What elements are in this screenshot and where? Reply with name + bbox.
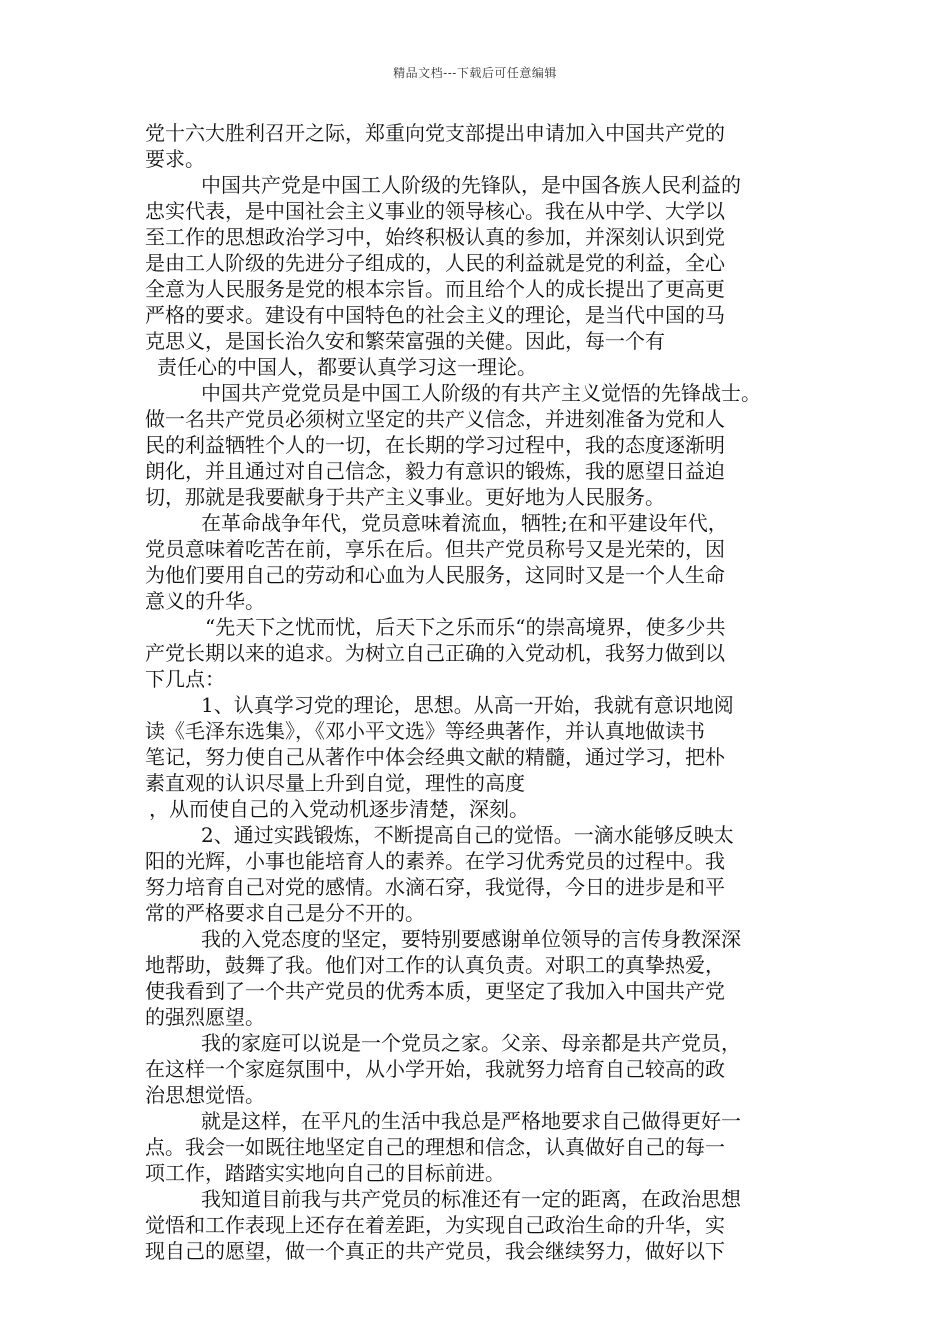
text-line: 下几点： <box>145 667 225 691</box>
text-line: 地帮助，鼓舞了我。他们对工作的认真负责。对职工的真挚热爱， <box>145 953 725 977</box>
text-line: “先天下之忧而忧，后天下之乐而乐“的崇高境界，使多少共 <box>205 615 726 639</box>
text-line: 要求。 <box>145 147 205 171</box>
text-line: 觉悟和工作表现上还存在着差距，为实现自己政治生命的升华，实 <box>145 1213 725 1237</box>
page-header: 精品文档---下载后可任意编辑 <box>393 66 557 80</box>
text-line: 我知道目前我与共产党员的标准还有一定的距离，在政治思想 <box>201 1187 741 1211</box>
text-line: 努力培育自己对党的感情。水滴石穿，我觉得，今日的进步是和平 <box>145 875 725 899</box>
text-line: 在革命战争年代，党员意味着流血，牺牲;在和平建设年代， <box>201 511 728 535</box>
text-line: 责任心的中国人，都要认真学习这一理论。 <box>157 355 537 379</box>
text-line: ，从而使自己的入党动机逐步清楚，深刻。 <box>149 797 529 821</box>
text-line: 切，那就是我要献身于共产主义事业。更好地为人民服务。 <box>145 485 665 509</box>
text-line: 常的严格要求自己是分不开的。 <box>145 901 425 925</box>
text-line: 中国共产党是中国工人阶级的先锋队，是中国各族人民利益的 <box>201 173 741 197</box>
text-line: 党员意味着吃苦在前，享乐在后。但共产党员称号又是光荣的，因 <box>145 537 725 561</box>
text-line: 项工作，踏踏实实地向自己的目标前进。 <box>145 1161 505 1185</box>
text-line: 是由工人阶级的先进分子组成的，人民的利益就是党的利益，全心 <box>145 251 725 275</box>
text-line: 2、通过实践锻炼，不断提高自己的觉悟。一滴水能够反映太 <box>201 823 734 847</box>
text-line: 读《毛泽东选集》，《邓小平文选》等经典著作，并认真地做读书 <box>145 719 705 743</box>
text-line: 1、认真学习党的理论，思想。从高一开始，我就有意识地阅 <box>201 693 734 717</box>
text-line: 党十六大胜利召开之际，郑重向党支部提出申请加入中国共产党的 <box>145 121 725 145</box>
text-line: 民的利益牺牲个人的一切，在长期的学习过程中，我的态度逐渐明 <box>145 433 725 457</box>
text-line: 意义的升华。 <box>145 589 265 613</box>
text-line: 我的家庭可以说是一个党员之家。父亲、母亲都是共产党员， <box>201 1031 741 1055</box>
text-line: 现自己的愿望，做一个真正的共产党员，我会继续努力，做好以下 <box>145 1239 725 1263</box>
text-line: 产党长期以来的追求。为树立自己正确的入党动机，我努力做到以 <box>145 641 725 665</box>
text-line: 做一名共产党员必须树立坚定的共产义信念，并进刻准备为党和人 <box>145 407 725 431</box>
text-line: 阳的光辉，小事也能培育人的素养。在学习优秀党员的过程中。我 <box>145 849 725 873</box>
text-line: 全意为人民服务是党的根本宗旨。而且给个人的成长提出了更高更 <box>145 277 725 301</box>
text-line: 朗化，并且通过对自己信念，毅力有意识的锻炼，我的愿望日益迫 <box>145 459 725 483</box>
text-line: 就是这样，在平凡的生活中我总是严格地要求自己做得更好一 <box>201 1109 741 1133</box>
document-body <box>145 120 815 1264</box>
text-line: 克思义，是国长治久安和繁荣富强的关健。因此，每一个有 <box>145 329 665 353</box>
text-line: 使我看到了一个共产党员的优秀本质，更坚定了我加入中国共产党 <box>145 979 725 1003</box>
text-line: 我的入党态度的坚定，要特别要感谢单位领导的言传身教深深 <box>201 927 741 951</box>
text-line: 笔记，努力使自己从著作中体会经典文献的精髓，通过学习，把朴 <box>145 745 725 769</box>
text-line: 素直观的认识尽量上升到自觉，理性的高度 <box>145 771 525 795</box>
text-line: 为他们要用自己的劳动和心血为人民服务，这同时又是一个人生命 <box>145 563 725 587</box>
text-line: 至工作的思想政治学习中，始终积极认真的参加，并深刻认识到党 <box>145 225 725 249</box>
text-line: 在这样一个家庭氛围中，从小学开始，我就努力培育自己较高的政 <box>145 1057 725 1081</box>
text-line: 忠实代表，是中国社会主义事业的领导核心。我在从中学、大学以 <box>145 199 725 223</box>
text-line: 点。我会一如既往地坚定自己的理想和信念，认真做好自己的每一 <box>145 1135 725 1159</box>
text-line: 中国共产党党员是中国工人阶级的有共产主义觉悟的先锋战士。 <box>201 381 761 405</box>
text-line: 治思想觉悟。 <box>145 1083 265 1107</box>
text-line: 严格的要求。建设有中国特色的社会主义的理论，是当代中国的马 <box>145 303 725 327</box>
text-line: 的强烈愿望。 <box>145 1005 265 1029</box>
